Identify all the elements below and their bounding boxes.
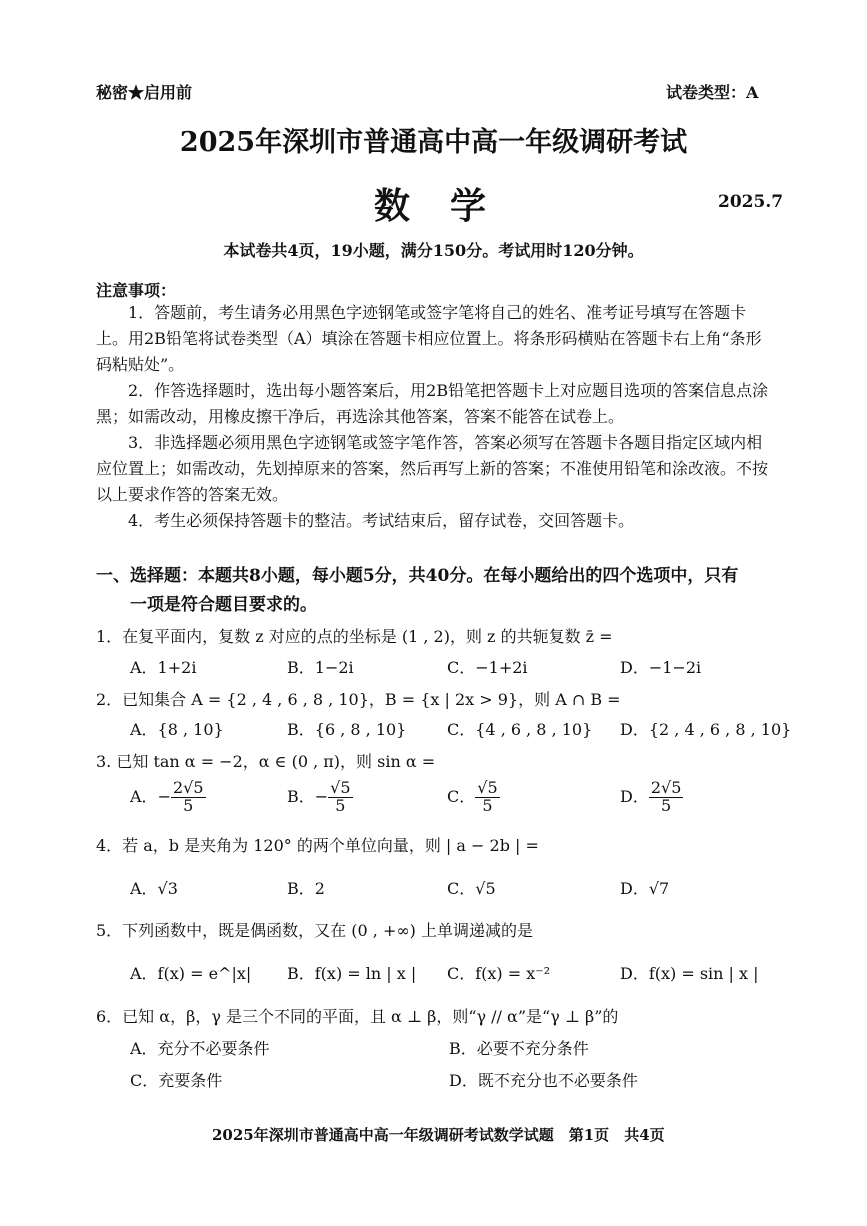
notice-item: 4．考生必须保持答题卡的整洁。考试结束后，留存试卷，交回答题卡。 <box>128 511 635 530</box>
notice-heading: 注意事项： <box>96 281 177 300</box>
option-label: B． <box>287 786 315 806</box>
fraction <box>649 780 684 815</box>
notice-list <box>96 300 772 534</box>
q1-option-c: C．−1+2i <box>447 658 528 677</box>
q1-option-b: B．1−2i <box>287 658 354 677</box>
question-2-stem: 2．已知集合 A = {2 , 4 , 6 , 8 , 10}，B = {x | 2x > 9}，则 A ∩ B = <box>96 690 621 709</box>
q6-option-b: B．必要不充分条件 <box>449 1039 589 1058</box>
exam-title: 2025年深圳市普通高中高一年级调研考试 <box>179 127 688 158</box>
confidential-label: 秘密★启用前 <box>96 83 193 102</box>
fraction <box>328 780 352 815</box>
notice-item: 2．作答选择题时，选出每小题答案后，用2B铅笔把答题卡上对应题目选项的答案信息点涂黑；如需改动，用橡皮擦干净后，再选涂其他答案，答案不能答在试卷上。 <box>96 381 769 426</box>
question-3-stem: 3. 已知 tan α = −2，α ∈ (0 , π)，则 sin α = <box>96 752 436 771</box>
q2-option-a: A．{8 , 10} <box>130 720 224 739</box>
numerator: 2√5 <box>650 778 682 797</box>
question-5-stem: 5．下列函数中，既是偶函数，又在 (0 , +∞) 上单调递减的是 <box>96 921 534 940</box>
q5-option-d: D．f(x) = sin | x | <box>620 964 759 983</box>
question-4-stem: 4．若 a，b 是夹角为 120° 的两个单位向量，则 | a − 2b | = <box>96 836 539 855</box>
section-heading: 一、选择题：本题共8小题，每小题5分，共40分。在每小题给出的四个选项中，只有 <box>96 566 739 586</box>
paper-type-label: 试卷类型：A <box>666 83 759 102</box>
q2-option-d: D．{2 , 4 , 6 , 8 , 10} <box>620 720 792 739</box>
q2-option-b: B．{6 , 8 , 10} <box>287 720 407 739</box>
option-label: C． <box>447 786 476 806</box>
denominator: 5 <box>661 795 672 815</box>
q6-option-d: D．既不充分也不必要条件 <box>449 1071 638 1090</box>
notice-item: 1．答题前，考生请务必用黑色字迹钢笔或签字笔将自己的姓名、准考证号填写在答题卡上。用2B铅笔将试卷类型（A）填涂在答题卡相应位置上。将条形码横贴在答题卡右上角“条形码粘贴处”。 <box>96 303 762 374</box>
option-sign: − <box>157 786 171 806</box>
exam-date: 2025.7 <box>718 192 784 212</box>
page-footer: 2025年深圳市普通高中高一年级调研考试数学试题 第1页 共4页 <box>212 1126 665 1144</box>
fraction <box>475 780 499 815</box>
numerator: 2√5 <box>172 778 204 797</box>
option-label: D． <box>620 786 649 806</box>
q2-option-c: C．{4 , 6 , 8 , 10} <box>447 720 593 739</box>
q5-option-a: A．f(x) = e^|x| <box>130 964 252 983</box>
q4-option-c: C．√5 <box>447 879 496 898</box>
numerator: √5 <box>477 778 498 797</box>
question-1-stem: 1．在复平面内，复数 z 对应的点的坐标是 (1 , 2)，则 z 的共轭复数 z̄ = <box>96 627 613 646</box>
q6-option-a: A．充分不必要条件 <box>130 1039 270 1058</box>
denominator: 5 <box>335 795 346 815</box>
option-label: A． <box>130 786 158 806</box>
numerator: √5 <box>330 778 351 797</box>
q4-option-d: D．√7 <box>620 879 670 898</box>
subject-title: 数学 <box>373 185 526 227</box>
q1-option-d: D．−1−2i <box>620 658 702 677</box>
q4-option-a: A．√3 <box>130 879 178 898</box>
fraction <box>171 780 206 815</box>
option-sign: − <box>314 786 329 806</box>
question-6-stem: 6．已知 α，β，γ 是三个不同的平面，且 α ⊥ β，则“γ // α”是“γ ⊥ β”的 <box>96 1007 619 1026</box>
exam-summary: 本试卷共4页，19小题，满分150分。考试用时120分钟。 <box>223 241 644 260</box>
notice-item: 3．非选择题必须用黑色字迹钢笔或签字笔作答，答案必须写在答题卡各题目指定区域内相应位置上；如需改动，先划掉原来的答案，然后再写上新的答案；不准使用铅笔和涂改液。不按以上要求作答的答案无效。 <box>96 433 769 504</box>
denominator: 5 <box>183 795 194 815</box>
q1-option-a: A．1+2i <box>130 658 197 677</box>
q5-option-b: B．f(x) = ln | x | <box>287 964 417 983</box>
denominator: 5 <box>482 795 493 815</box>
q3-option-d <box>620 780 683 815</box>
q3-option-c <box>447 780 500 815</box>
q5-option-c: C．f(x) = x⁻² <box>447 964 551 983</box>
q4-option-b: B．2 <box>287 879 325 898</box>
q3-option-b <box>287 780 353 815</box>
q3-option-a <box>130 780 206 815</box>
q6-option-c: C．充要条件 <box>130 1071 223 1090</box>
section-heading-cont: 一项是符合题目要求的。 <box>130 595 317 615</box>
